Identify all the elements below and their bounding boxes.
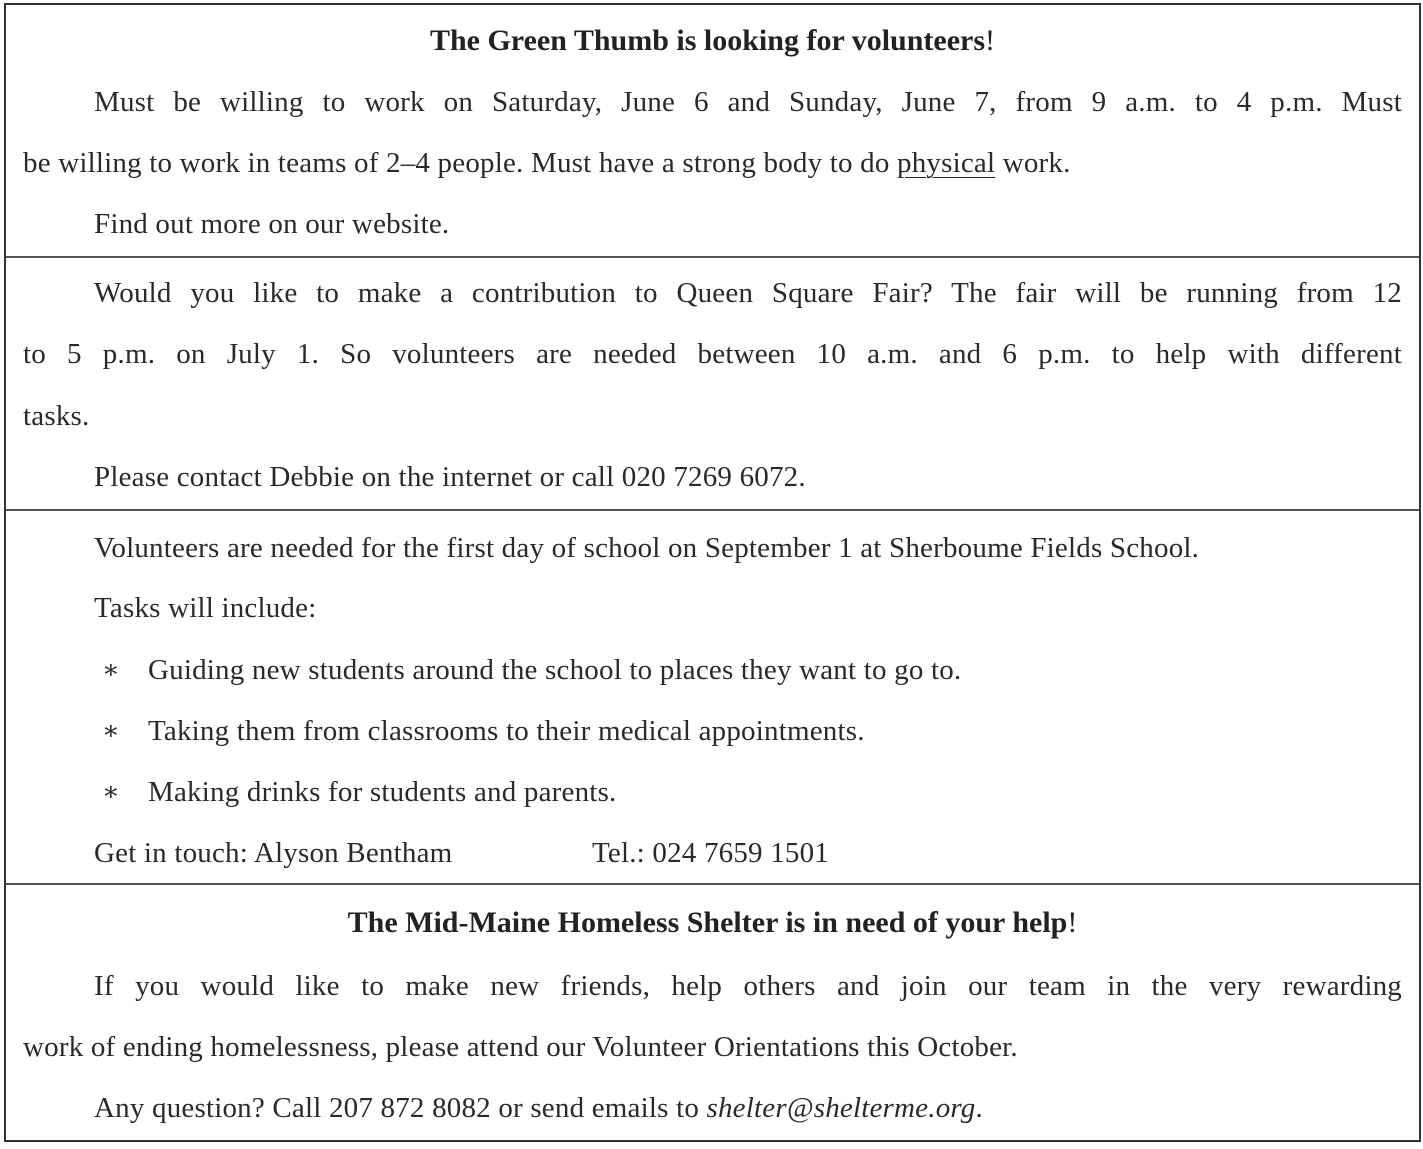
notice-title-text: The Mid-Maine Homeless Shelter is in need of your help — [347, 906, 1068, 939]
notice-title-text: The Green Thumb is looking for volunteers — [429, 24, 986, 57]
contact-line — [94, 836, 452, 870]
asterisk-bullet-icon: ∗ — [102, 655, 120, 684]
asterisk-bullet-icon: ∗ — [102, 716, 120, 745]
email-link[interactable]: shelter@shelterme.org — [706, 1092, 976, 1124]
contact-label: Get in touch: — [94, 837, 249, 869]
title-punctuation: ! — [985, 24, 996, 57]
task-list-item — [102, 775, 617, 809]
text-segment: work. — [995, 147, 1071, 179]
paragraph-line: work of ending homelessness, please attend our Volunteer Orientations this October. — [23, 1031, 1018, 1063]
paragraph-line: Must be willing to work on Saturday, June 6 and Sunday, June 7, from 9 a.m. to 4 p.m. Must — [94, 86, 1402, 118]
notice-green-thumb — [6, 5, 1419, 258]
contact-name: Alyson Bentham — [253, 837, 453, 869]
underlined-word: physical — [897, 147, 996, 179]
paragraph-line: Find out more on our website. — [94, 208, 450, 240]
paragraph-line: Volunteers are needed for the first day of school on September 1 at Sherboume Fields School. — [94, 532, 1200, 564]
task-text: Guiding new students around the school to places they want to go to. — [148, 654, 962, 686]
tel-number: 024 7659 1501 — [652, 837, 829, 869]
notice-title — [6, 905, 1419, 941]
text-segment: be willing to work in teams of 2–4 people. Must have a strong body to do — [23, 147, 898, 179]
paragraph-line: If you would like to make new friends, help others and join our team in the very rewarding — [94, 970, 1402, 1002]
notice-title — [6, 23, 1419, 59]
paragraph-line — [94, 1091, 983, 1125]
paragraph-line: Please contact Debbie on the internet or call 020 7269 6072. — [94, 461, 806, 493]
asterisk-bullet-icon: ∗ — [102, 777, 120, 806]
paragraph-line: Tasks will include: — [94, 592, 317, 624]
title-punctuation: ! — [1067, 906, 1078, 939]
tel-label: Tel.: — [592, 837, 645, 869]
paragraph-line: Would you like to make a contribution to Queen Square Fair? The fair will be running from 12 — [94, 277, 1402, 309]
contact-tel — [592, 836, 829, 870]
notice-queen-square-fair — [6, 258, 1419, 511]
text-segment: Any question? Call 207 872 8082 or send emails to — [94, 1092, 707, 1124]
task-list-item — [102, 714, 865, 748]
paragraph-line — [23, 146, 1071, 180]
paragraph-line: tasks. — [23, 400, 90, 432]
paragraph-line: to 5 p.m. on July 1. So volunteers are needed between 10 a.m. and 6 p.m. to help with different — [23, 338, 1402, 370]
text-segment: . — [975, 1092, 983, 1124]
notice-board — [4, 3, 1421, 1142]
notice-homeless-shelter — [6, 885, 1419, 1140]
notice-school-first-day — [6, 511, 1419, 885]
task-list-item — [102, 653, 961, 687]
task-text: Taking them from classrooms to their medical appointments. — [148, 715, 865, 747]
task-text: Making drinks for students and parents. — [148, 776, 617, 808]
